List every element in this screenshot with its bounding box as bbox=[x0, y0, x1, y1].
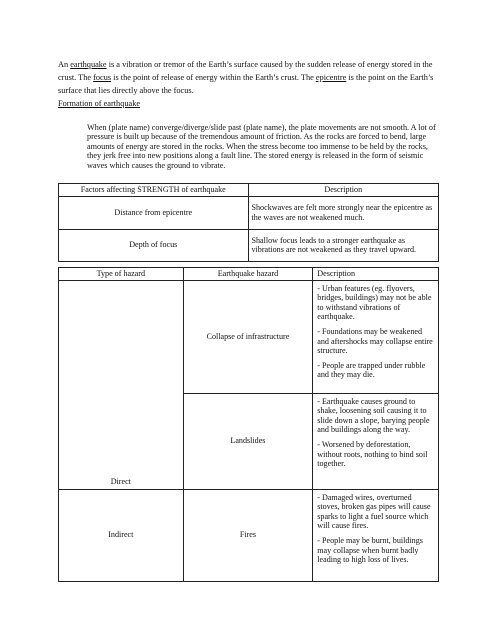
table-header-row bbox=[59, 184, 439, 197]
column-header-description: Description bbox=[248, 184, 439, 197]
hazard-cell: Landslides bbox=[183, 393, 313, 489]
table-header-row bbox=[59, 268, 439, 281]
intro-paragraph bbox=[58, 58, 440, 98]
factor-cell: Distance from epicentre bbox=[59, 196, 249, 229]
description-point: - Urban features (eg. flyovers, bridges, buildings) may not be able to withstand vibrations of earthquake. bbox=[317, 283, 432, 322]
table-row bbox=[59, 229, 439, 261]
strength-factors-table bbox=[58, 183, 439, 262]
column-header-type: Type of hazard bbox=[59, 268, 184, 281]
description-point: - Worsened by deforestation, without roots, nothing to bind soil together. bbox=[317, 439, 428, 469]
column-header-factor: Factors affecting STRENGTH of earthquake bbox=[59, 184, 249, 197]
term-earthquake: earthquake bbox=[70, 60, 107, 69]
intro-text: is a vibration or tremor of the Earth’s surface caused by the sudden release of energy stored in the crust. The bbox=[58, 60, 433, 83]
hazard-type-direct: Direct bbox=[59, 280, 184, 489]
intro-text: is the point of release of energy within the Earth’s crust. The bbox=[111, 73, 316, 83]
formation-paragraph: When (plate name) converge/diverge/slide past (plate name), the plate movements are not smooth. A lot of pressure is built up because of the tremendous amount of friction. As the rocks are forced to bend, large amounts of energy are stored in the rocks. When the stress become too immense to be held by the rocks, they jerk free into new positions along a fault line. The stored energy is released in the form of seismic waves which causes the ground to vibrate. bbox=[87, 123, 436, 170]
description-cell bbox=[313, 489, 439, 581]
hazard-cell: Fires bbox=[183, 489, 313, 581]
formation-heading: Formation of earthquake bbox=[58, 99, 141, 108]
description-point: - Foundations may be weakened and aftershocks may collapse entire structure. bbox=[317, 326, 433, 356]
description-point: - Damaged wires, overturned stoves, broken gas pipes will cause sparks to light a fuel source which will cause fires. bbox=[317, 492, 431, 531]
factor-cell: Depth of focus bbox=[59, 229, 249, 261]
table-row bbox=[59, 196, 439, 229]
table-row bbox=[59, 489, 439, 581]
description-cell: Shallow focus leads to a stronger earthquake as vibrations are not weakened as they travel upward. bbox=[248, 229, 439, 261]
column-header-description: Description bbox=[313, 268, 439, 281]
hazard-type-indirect: Indirect bbox=[59, 489, 184, 581]
earthquake-hazards-table bbox=[58, 267, 439, 582]
description-point: - People may be burnt, buildings may collapse when burnt badly leading to high loss of lives. bbox=[317, 535, 423, 565]
description-cell bbox=[313, 280, 439, 393]
table-row bbox=[59, 280, 439, 393]
description-point: - People are trapped under rubble and they may die. bbox=[317, 360, 426, 380]
term-epicentre: epicentre bbox=[315, 73, 347, 83]
intro-text: is the point on the Earth’s surface that lies directly above the focus. bbox=[58, 73, 434, 96]
hazard-cell: Collapse of infrastructure bbox=[183, 280, 313, 393]
intro-text: An bbox=[58, 60, 71, 69]
description-cell bbox=[313, 393, 439, 489]
description-cell: Shockwaves are felt more strongly near the epicentre as the waves are not weakened much. bbox=[248, 196, 439, 229]
description-point: - Earthquake causes ground to shake, loosening soil causing it to slide down a slope, barying people and buildings along the way. bbox=[317, 396, 430, 435]
column-header-hazard: Earthquake hazard bbox=[183, 268, 313, 281]
term-focus: focus bbox=[93, 73, 112, 83]
